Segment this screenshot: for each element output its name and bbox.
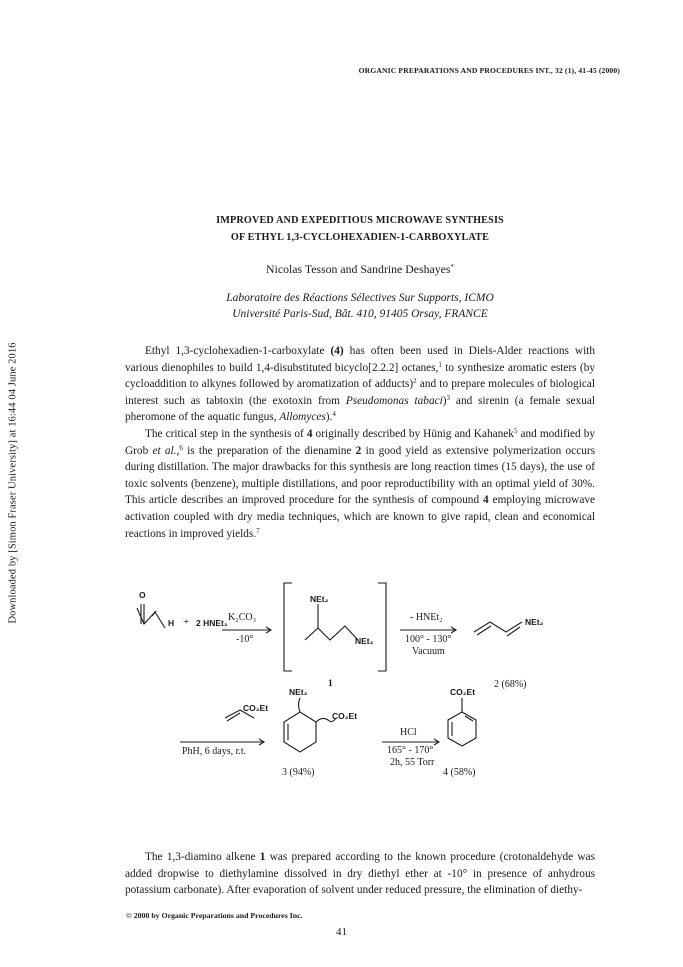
paragraph-1: Ethyl 1,3-cyclohexadien-1-carboxylate (4) has often been used in Diels-Alder reactions with various dienophiles to build 1,4-disubstituted bicyclo[2.2.2] octanes,$^1$ to synthesize aromatic esters (by cycloaddition to alkynes followed by aromatization of adducts)$^2$ and to prepare molecules of biological interest such as tabtoxin (the exotoxin from Pseudomonas tabaci)$^3$ and sirenin (a female sexual pheromone of the aquatic fungus, Allomyces).$^4$ (125, 345, 596, 424)
dienamine-net2: NEt₂ (525, 617, 544, 627)
vacuum: Vacuum (412, 646, 445, 657)
paragraph-2: The critical step in the synthesis of 4 originally described by Hünig and Kahanek$^5$ and modified by Grob et al.,$^6$ is the preparation of the dienamine 2 in good yield as extensive polymerization occurs during distillation. The major drawbacks for this synthesis are long reaction times (15 days), the use of toxic solvents (benzene), multiple distillations, and poor reproductibility with an optimal yield of 30%. This article describes an improved procedure for the synthesis of compound 4 employing microwave activation coupled with dry media techniques, which are known to give rapid, clean and economical reactions in improved yields.$^7$ (125, 426, 596, 540)
temp-range-2: 165° - 170° (387, 745, 434, 756)
running-head: ORGANIC PREPARATIONS AND PROCEDURES INT., 32 (1), 41-45 (2000) (358, 66, 620, 75)
amine-reagent: 2 HNEt₂ (196, 618, 228, 628)
conditions-phh: PhH, 6 days, r.t. (182, 746, 247, 757)
affiliation-line-1: Laboratoire des Réactions Sélectives Sur Supports, ICMO (226, 292, 494, 304)
compound-3-label: 3 (94%) (282, 767, 315, 778)
reagent-hcl: HCl (400, 727, 417, 738)
acrylate-co2et: CO₂Et (243, 703, 269, 713)
author-names: Nicolas Tesson and Sandrine Deshayes (266, 262, 451, 276)
corresponding-mark: * (450, 263, 454, 271)
title-line-2: OF ETHYL 1,3-CYCLOHEXADIEN-1-CARBOXYLATE (230, 232, 490, 243)
time-pressure: 2h, 55 Torr (390, 757, 435, 768)
intermediate-net2-top: NEt₂ (310, 594, 329, 604)
adduct-net2: NEt₂ (289, 687, 308, 697)
plus-sign: + (183, 616, 190, 628)
title-line-1: IMPROVED AND EXPEDITIOUS MICROWAVE SYNTHESIS (216, 215, 504, 226)
paragraph-3: The 1,3-diamino alkene 1 was prepared according to the known procedure (crotonaldehyde was added dropwise to diethylamine dissolved in dry diethyl ether at -10° in presence of anhydrous potassium carbonate). After evaporation of solvent under reduced pressure, the elimination of diethy- (125, 851, 595, 897)
reagent-k2co3: K₂CO₃ (228, 612, 257, 623)
intermediate-skeleton (305, 626, 358, 640)
compound-4-label: 4 (58%) (443, 767, 476, 778)
adduct-co2et: CO₂Et (332, 711, 358, 721)
page-number: 41 (336, 926, 347, 938)
oxygen-label: O (139, 590, 146, 600)
intermediate-net2-right: NEt₂ (355, 636, 374, 646)
product-co2et: CO₂Et (450, 687, 476, 697)
copyright-notice: © 2000 by Organic Preparations and Procedures Inc. (126, 911, 303, 920)
right-bracket (378, 583, 386, 671)
compound-2-label: 2 (68%) (494, 679, 527, 690)
aldehyde-h-label: H (168, 618, 175, 628)
temp-minus10: -10° (236, 634, 254, 645)
affiliation-line-2: Université Paris-Sud, Bât. 410, 91405 Orsay, FRANCE (232, 308, 488, 320)
procedure-text (125, 849, 595, 899)
download-note: Downloaded by [Simon Fraser University] at 16:44 04 June 2016 (7, 342, 19, 624)
compound-1-label: 1 (328, 679, 333, 689)
left-bracket (284, 583, 292, 671)
minus-hnet2: - HNEt₂ (410, 612, 443, 623)
temp-range-1: 100° - 130° (405, 634, 452, 645)
adduct-ring (284, 712, 316, 752)
